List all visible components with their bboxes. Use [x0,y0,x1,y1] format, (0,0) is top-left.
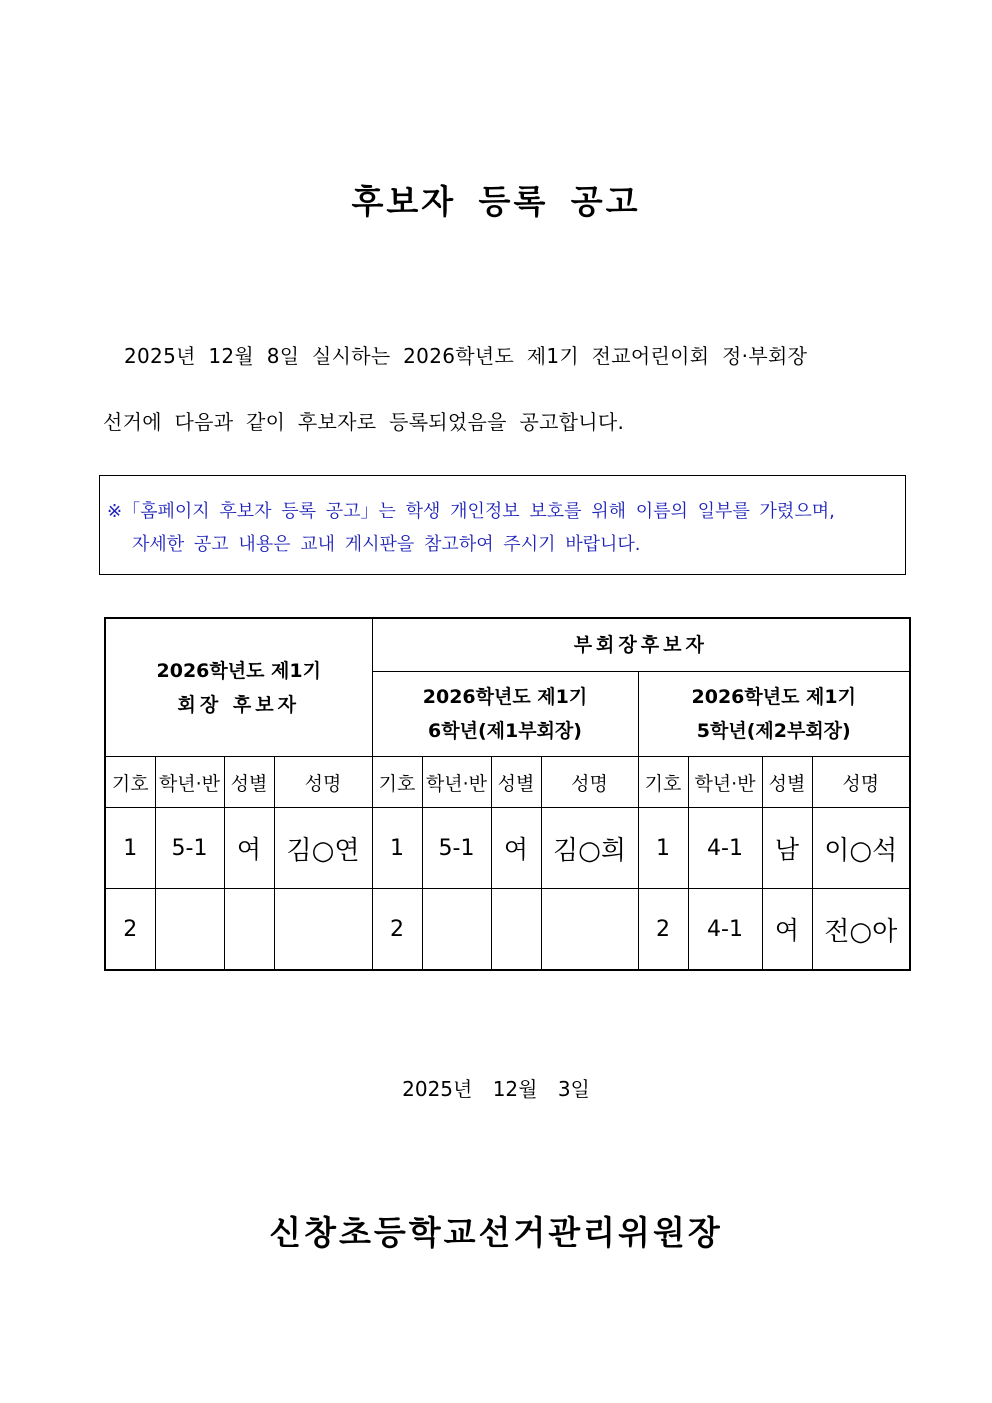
announcement-date: 2025년 12월 3일 [402,1077,590,1101]
col-header-name: 성명 [274,757,372,808]
vice1-class [422,889,491,971]
vice1-class: 5-1 [422,808,491,889]
vice2-gender: 여 [762,889,812,971]
president-header-line-2: 회장 후보자 [177,693,300,716]
vice2-class: 4-1 [688,808,762,889]
vice1-header [372,672,638,757]
candidate-table [104,617,911,971]
col-header-gender: 성별 [762,757,812,808]
vice2-number: 2 [638,889,688,971]
col-header-name: 성명 [541,757,638,808]
vice1-number: 2 [372,889,422,971]
vice2-header-line-2: 5학년(제2부회장) [696,720,851,742]
col-header-number: 기호 [372,757,422,808]
page-title: 후보자 등록 공고 [351,182,641,221]
president-class: 5-1 [155,808,224,889]
president-gender: 여 [224,808,274,889]
vice1-name [541,889,638,971]
president-number: 2 [105,889,155,971]
vice2-header [638,672,910,757]
vice1-header-line-1: 2026학년도 제1기 [422,686,588,708]
col-header-class: 학년·반 [688,757,762,808]
vice1-gender [491,889,541,971]
vice2-name: 전○아 [812,889,910,971]
vice-header-label: 부회장후보자 [573,634,708,656]
vice2-header-line-1: 2026학년도 제1기 [691,686,856,708]
vice2-class: 4-1 [688,889,762,971]
body-text-line-1: 2025년 12월 8일 실시하는 2026학년도 제1기 전교어린이회 정·부회장 [124,344,808,368]
president-name [274,889,372,971]
president-candidates-header [105,618,372,757]
issuer-title: 신창초등학교선거관리위원장 [269,1213,723,1252]
body-text-line-2: 선거에 다음과 같이 후보자로 등록되었음을 공고합니다. [103,410,625,434]
vice-president-candidates-header [372,618,910,672]
table-row [105,889,910,971]
vice2-name: 이○석 [812,808,910,889]
vice1-header-line-2: 6학년(제1부회장) [428,720,582,742]
col-header-class: 학년·반 [155,757,224,808]
president-gender [224,889,274,971]
col-header-gender: 성별 [491,757,541,808]
vice2-number: 1 [638,808,688,889]
president-name: 김○연 [274,808,372,889]
vice1-gender: 여 [491,808,541,889]
col-header-class: 학년·반 [422,757,491,808]
president-number: 1 [105,808,155,889]
vice1-name: 김○희 [541,808,638,889]
privacy-notice-line-1: ※「홈페이지 후보자 등록 공고」는 학생 개인정보 보호를 위해 이름의 일부를 가렸으며, [107,501,835,522]
privacy-notice-line-2: 자세한 공고 내용은 교내 게시판을 참고하여 주시기 바랍니다. [132,534,641,555]
col-header-name: 성명 [812,757,910,808]
col-header-gender: 성별 [224,757,274,808]
privacy-notice-box [99,475,906,575]
table-row [105,808,910,889]
president-header-line-1: 2026학년도 제1기 [156,659,321,682]
col-header-number: 기호 [105,757,155,808]
vice1-number: 1 [372,808,422,889]
vice2-gender: 남 [762,808,812,889]
president-class [155,889,224,971]
col-header-number: 기호 [638,757,688,808]
